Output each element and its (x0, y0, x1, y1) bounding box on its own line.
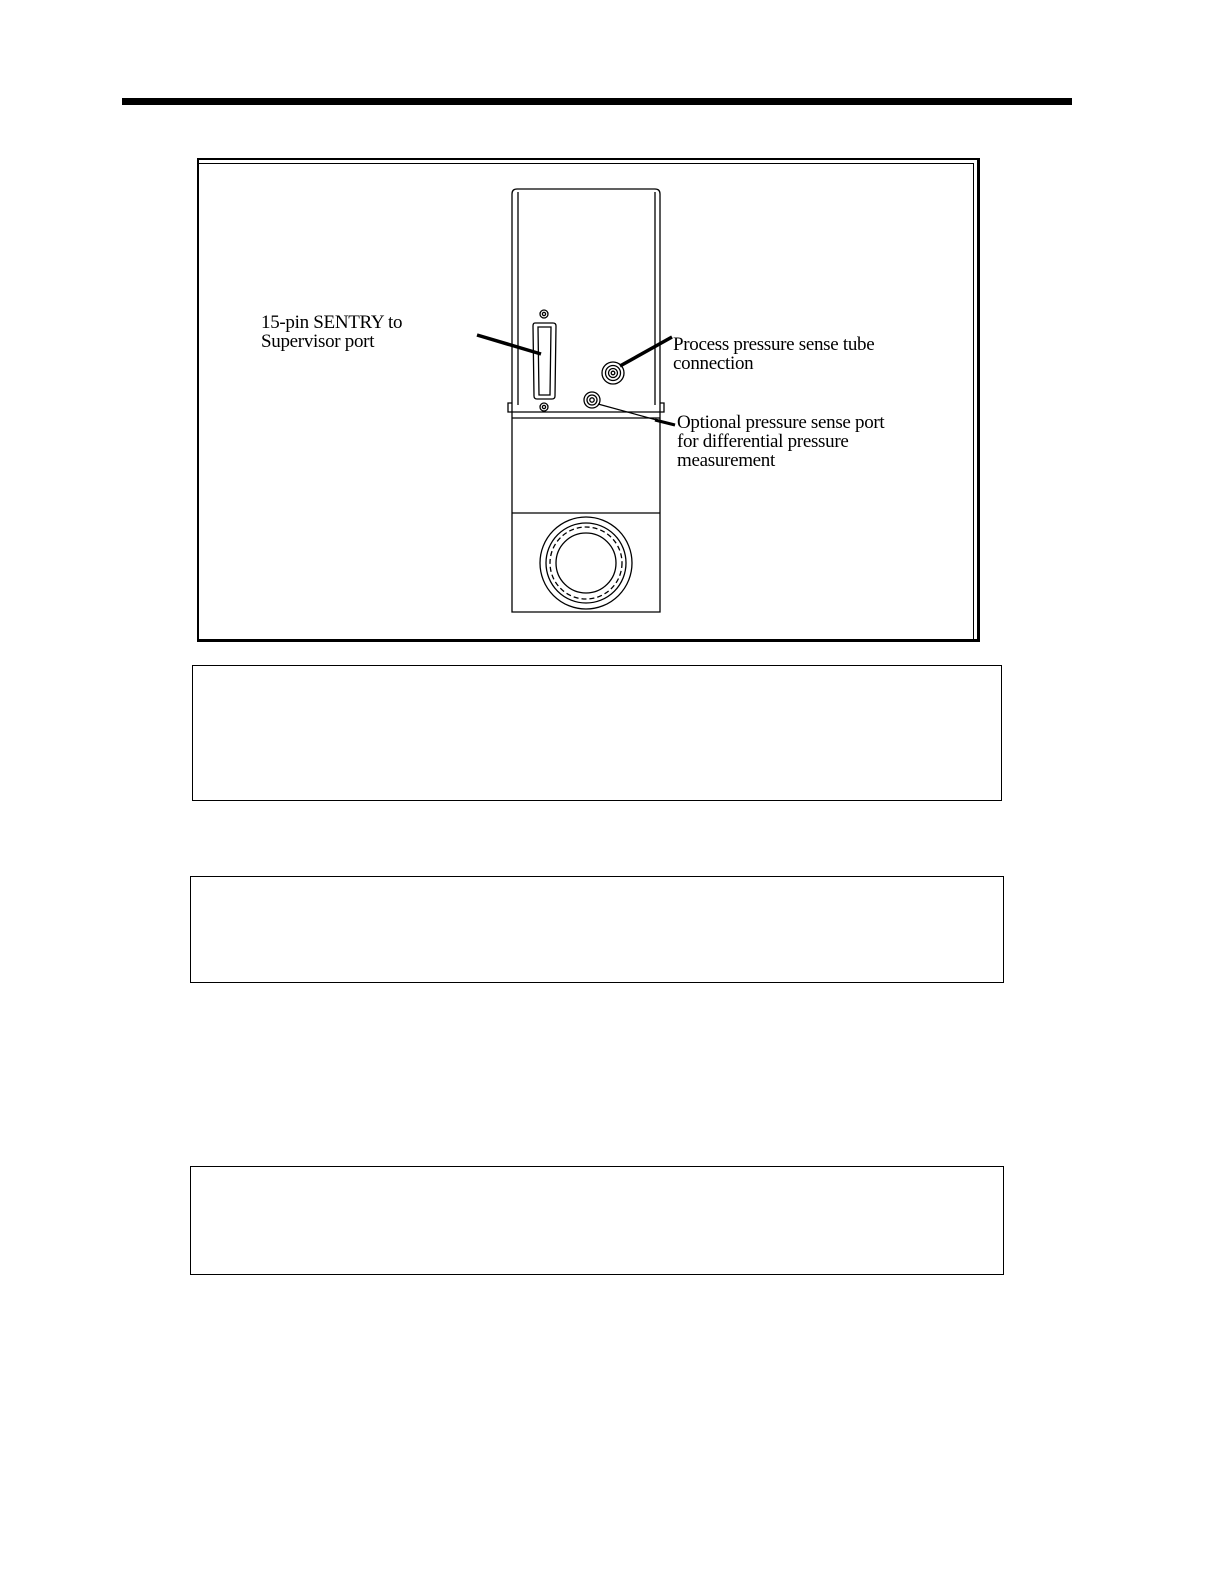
note-box-1 (192, 665, 1002, 801)
dsub-connector (533, 310, 556, 411)
callout-optional-line3: measurement (677, 450, 775, 471)
leader-sentry (477, 335, 541, 354)
callout-sentry-port (261, 313, 402, 351)
bottom-flange (540, 517, 632, 609)
optional-port-fitting (584, 392, 600, 408)
callout-process-line1: Process pressure sense tube (673, 334, 875, 355)
device-body-outline (512, 189, 660, 612)
note-box-2 (190, 876, 1004, 983)
callout-optional-line1: Optional pressure sense port (677, 412, 885, 433)
callout-optional-line2: for differential pressure (677, 431, 849, 452)
callout-sentry-line1: 15-pin SENTRY to (261, 312, 403, 333)
note-box-3 (190, 1166, 1004, 1275)
callout-optional-port (677, 413, 884, 470)
callout-sentry-line2: Supervisor port (261, 331, 375, 352)
callout-process-line2: connection (673, 353, 754, 374)
callout-process-tube (673, 335, 874, 373)
